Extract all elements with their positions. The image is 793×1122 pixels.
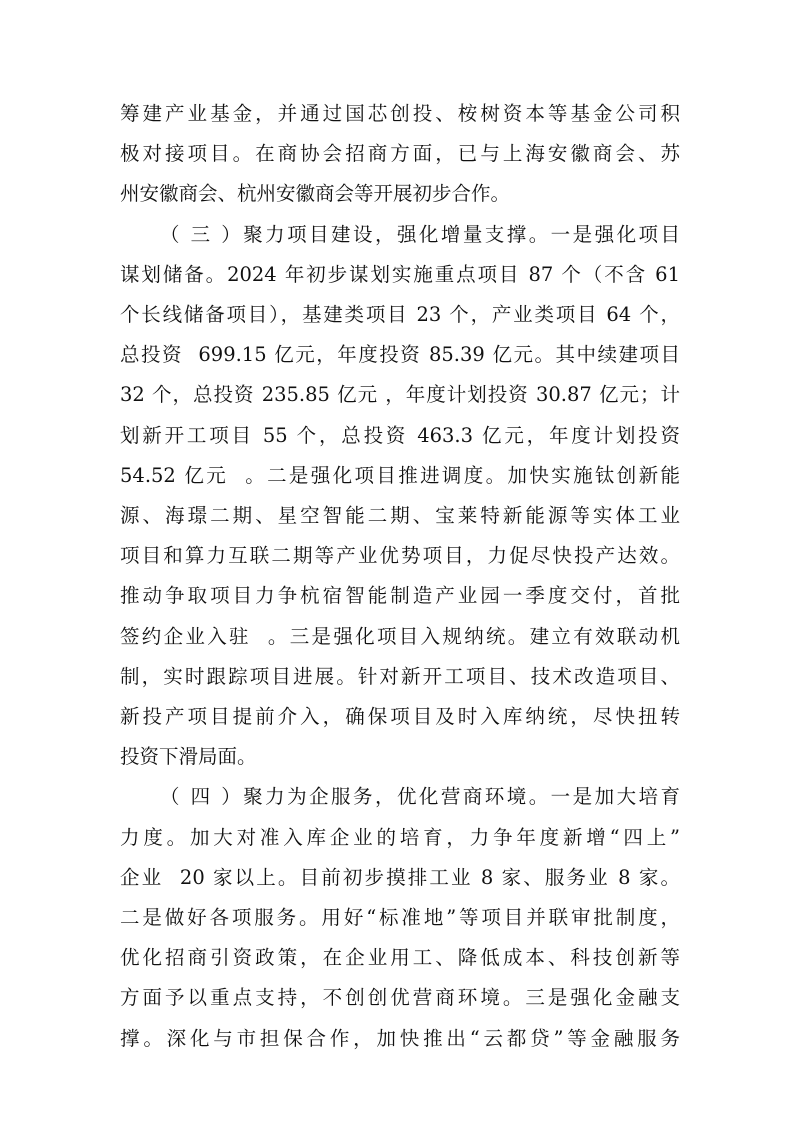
text-line: 极对接项目。在商协会招商方面，已与上海安徽商会、苏 (120, 142, 680, 166)
text-line: 划新开工项目 55 个，总投资 463.3 亿元，年度计划投资 (120, 423, 680, 447)
text-line: 新投产项目提前介入，确保项目及时入库纳统，尽快扭转 (120, 705, 680, 728)
text-line: 筹建产业基金，并通过国芯创投、桉树资本等基金公司积 (120, 102, 680, 125)
text-line: 优化招商引资政策，在企业用工、降低成本、科技创新等 (120, 946, 680, 970)
text-line: 项目和算力互联二期等产业优势项目，力促尽快投产达效。 (120, 544, 680, 568)
text-line: 源、海璟二期、星空智能二期、宝莱特新能源等实体工业 (120, 504, 680, 527)
text-line: 二是做好各项服务。用好“标准地”等项目并联审批制度， (120, 906, 680, 929)
text-line: 力度。加大对准入库企业的培育，力争年度新增“四上” (120, 825, 680, 849)
text-line: 谋划储备。2024 年初步谋划实施重点项目 87 个（不含 61 (120, 262, 680, 286)
text-line: 推动争取项目力争杭宿智能制造产业园一季度交付，首批 (120, 584, 680, 608)
text-line: 投资下滑局面。 (120, 745, 257, 769)
text-line: 企业 20 家以上。目前初步摸排工业 8 家、服务业 8 家。 (120, 865, 680, 889)
text-line: 个长线储备项目），基建类项目 23 个，产业类项目 64 个， (120, 303, 680, 326)
text-line: 54.52 亿元 。二是强化项目推进调度。加快实施钛创新能 (120, 463, 680, 487)
text-line: 撑。深化与市担保合作，加快推出“云都贷”等金融服务 (120, 1026, 680, 1050)
text-line: 签约企业入驻 。三是强化项目入规纳统。建立有效联动机 (120, 624, 680, 648)
text-line: 州安徽商会、杭州安徽商会等开展初步合作。 (120, 182, 511, 206)
text-line: 制，实时跟踪项目进展。针对新开工项目、技术改造项目、 (120, 664, 680, 688)
text-line: 32 个，总投资 235.85 亿元 ，年度计划投资 30.87 亿元；计 (120, 383, 680, 407)
text-line: 总投资 699.15 亿元，年度投资 85.39 亿元。其中续建项目 (120, 343, 680, 367)
text-line: 方面予以重点支持，不创创优营商环境。三是强化金融支 (120, 986, 680, 1010)
text-line: （ 三 ）聚力项目建设，强化增量支撑。一是强化项目 (160, 222, 680, 246)
text-line: （ 四 ）聚力为企服务，优化营商环境。一是加大培育 (160, 785, 680, 809)
